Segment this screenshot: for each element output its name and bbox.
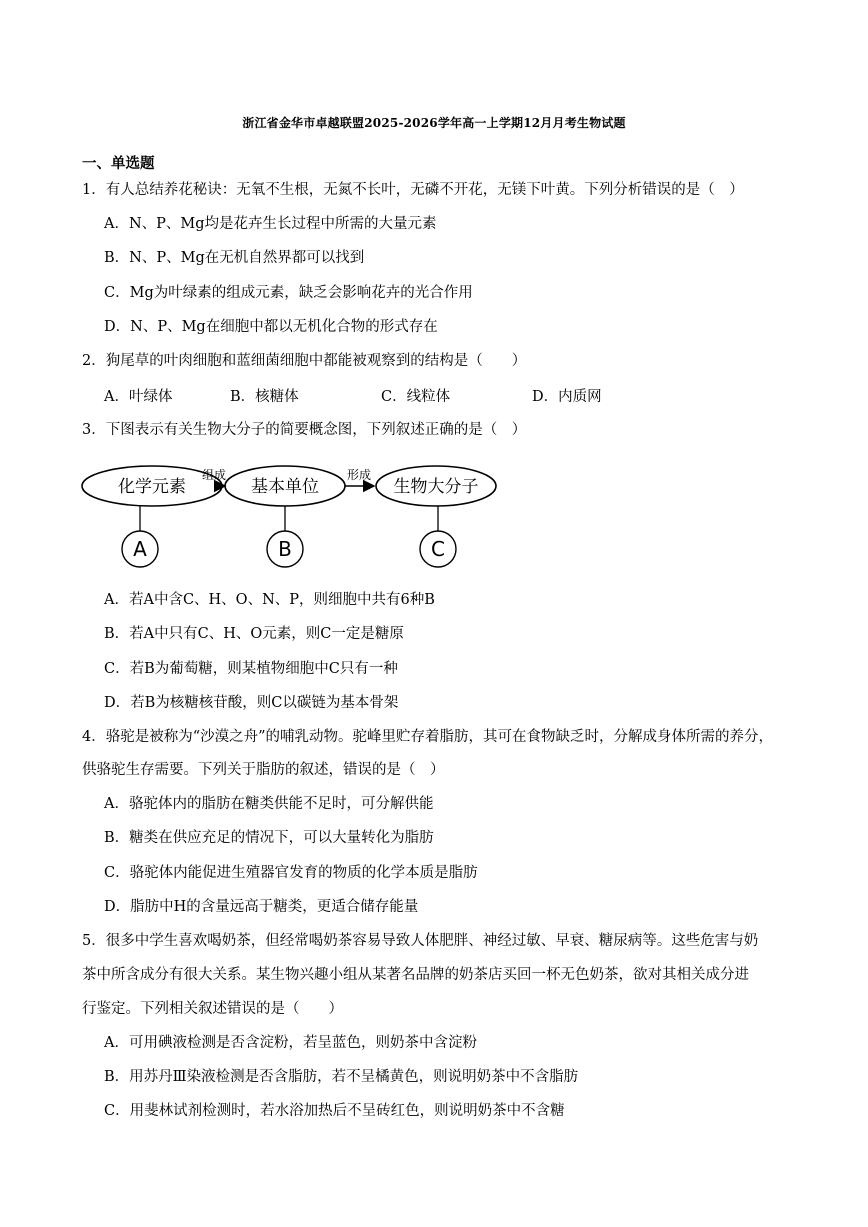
arrow-label-1: 组成 xyxy=(201,468,227,482)
question-3-option-c: C．若B为葡萄糖，则某植物细胞中C只有一种 xyxy=(104,661,398,677)
question-5-stem-line-3: 行鉴定。下列相关叙述错误的是（ ） xyxy=(82,1001,343,1017)
question-1-option-c: C．Mg为叶绿素的组成元素，缺乏会影响花卉的光合作用 xyxy=(104,285,473,301)
question-5-option-b: B．用苏丹Ⅲ染液检测是否含脂肪，若不呈橘黄色，则说明奶茶中不含脂肪 xyxy=(104,1069,579,1085)
circle-label-c: C xyxy=(431,537,445,561)
concept-diagram xyxy=(80,458,500,574)
circle-label-a: A xyxy=(133,537,147,561)
question-4-option-d: D．脂肪中H的含量远高于糖类，更适合储存能量 xyxy=(104,899,419,915)
question-2-stem: 2．狗尾草的叶肉细胞和蓝细菌细胞中都能被观察到的结构是（ ） xyxy=(82,353,527,369)
arrow-label-2: 形成 xyxy=(346,468,372,482)
question-2-option-b: B．核糖体 xyxy=(230,389,299,405)
question-1-option-b: B．N、P、Mg在无机自然界都可以找到 xyxy=(104,250,365,266)
exam-title: 浙江省金华市卓越联盟2025-2026学年高一上学期12月月考生物试题 xyxy=(242,116,626,130)
question-5-stem-line-2: 茶中所含成分有很大关系。某生物兴趣小组从某著名品牌的奶茶店买回一杯无色奶茶，欲对其相关成分进 xyxy=(82,967,749,983)
question-3-option-a: A．若A中含C、H、O、N、P，则细胞中共有6种B xyxy=(104,592,435,608)
question-2-option-c: C．线粒体 xyxy=(381,389,451,405)
question-1-option-a: A．N、P、Mg均是花卉生长过程中所需的大量元素 xyxy=(104,216,437,232)
question-3-stem: 3．下图表示有关生物大分子的简要概念图，下列叙述正确的是（ ） xyxy=(82,422,527,438)
question-3-option-d: D．若B为核糖核苷酸，则C以碳链为基本骨架 xyxy=(104,695,399,711)
question-4-stem-line-1: 4．骆驼是被称为“沙漠之舟”的哺乳动物。驼峰里贮存着脂肪，其可在食物缺乏时，分解成身体所需的养分， xyxy=(82,729,774,745)
question-4-option-b: B．糖类在供应充足的情况下，可以大量转化为脂肪 xyxy=(104,830,434,846)
question-4-option-a: A．骆驼体内的脂肪在糖类供能不足时，可分解供能 xyxy=(104,796,434,812)
node-label-2: 基本单位 xyxy=(251,477,319,497)
question-1-option-d: D．N、P、Mg在细胞中都以无机化合物的形式存在 xyxy=(104,319,438,335)
question-2-option-d: D．内质网 xyxy=(532,389,602,405)
section-heading: 一、单选题 xyxy=(82,155,155,172)
question-3-option-b: B．若A中只有C、H、O元素，则C一定是糖原 xyxy=(104,626,404,642)
question-5-option-c: C．用斐林试剂检测时，若水浴加热后不呈砖红色，则说明奶茶中不含糖 xyxy=(104,1103,565,1119)
question-5-stem-line-1: 5．很多中学生喜欢喝奶茶，但经常喝奶茶容易导致人体肥胖、神经过敏、早衰、糖尿病等。这些危害与奶 xyxy=(82,933,759,949)
node-label-3: 生物大分子 xyxy=(393,477,479,497)
circle-label-b: B xyxy=(278,537,292,561)
question-4-option-c: C．骆驼体内能促进生殖器官发育的物质的化学本质是脂肪 xyxy=(104,865,478,881)
question-1-stem: 1．有人总结养花秘诀：无氧不生根，无氮不长叶，无磷不开花，无镁下叶黄。下列分析错误的是（ ） xyxy=(82,182,744,198)
question-4-stem-line-2: 供骆驼生存需要。下列关于脂肪的叙述，错误的是（ ） xyxy=(82,762,445,778)
question-5-option-a: A．可用碘液检测是否含淀粉，若呈蓝色，则奶茶中含淀粉 xyxy=(104,1035,477,1051)
node-label-1: 化学元素 xyxy=(118,477,186,497)
question-2-option-a: A．叶绿体 xyxy=(104,389,173,405)
